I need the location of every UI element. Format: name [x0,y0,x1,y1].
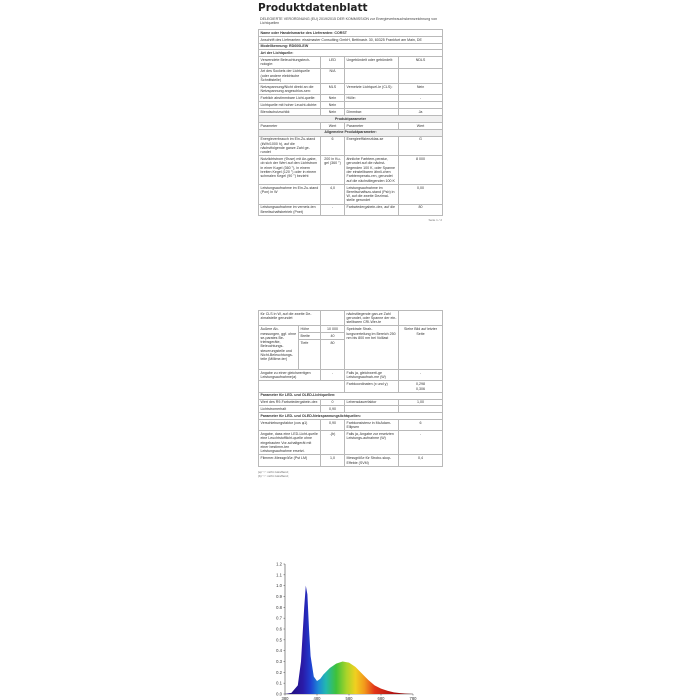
cell [259,381,345,392]
cell: 1,00 [399,399,443,406]
cell: - [321,204,345,215]
y-tick-label: 1.0 [276,583,282,589]
table-row [259,370,443,381]
cell: Nein [399,84,443,95]
spectrum-area [285,586,413,694]
regulation-text: DELEGIERTE VERORDNUNG (EU) 2019/2015 DER KOMMISSION zur Energieverbrauchskennzeichnung von Lichtquellen [260,17,438,26]
cell: 200 in Ku-gel (360 °) [321,156,345,184]
cell: Lichtstromerhalt [259,406,321,413]
footnotes [258,470,442,478]
column-header: Parameter [345,122,399,129]
cell: Flimmer-Messgröße (Pst LM) [259,455,321,466]
cell [399,381,443,392]
cell [345,406,399,413]
page-number: Seite 1 / 2 [428,217,442,222]
model-row: Modellkennung: RD600LEW [259,43,443,50]
table-row [259,311,443,326]
general-params-header: Allgemeine Produktparameter: [259,129,443,136]
table-row [259,57,443,68]
cell: - [399,95,443,102]
y-tick-label: 0.9 [276,594,282,599]
footnote-b: (b) "-": nicht zutreffend; [258,473,289,478]
cell: Farbkonsistenz in McAdam-Ellipsen [345,420,399,431]
cell: Art des Sockels der Lichtquelle (oder andere elektrische Schnittstelle) [259,68,321,83]
cell [345,102,399,109]
cell: Nein [321,109,345,116]
chroma-y: 0,306 [416,386,425,391]
cell: Nein [321,102,345,109]
table-header-row [259,122,443,129]
cell: 8 000 [399,156,443,184]
y-tick-label: 0.6 [276,626,282,632]
cell: Farbwiedergabein-dex, auf die [345,204,399,215]
cell: Lichtquelle mit hoher Leucht-dichte: [259,102,321,109]
table-row [259,204,443,215]
cell: Ungebündelt oder gebündelt: [345,57,399,68]
y-tick-label: 1.2 [276,561,282,567]
cell: N/A [321,68,345,83]
y-tick-label: 0.0 [276,691,282,697]
cell: Vernetzte Lichtquel-le (CLS): [345,84,399,95]
table-row [259,109,443,116]
cell: Leistungsaufnahme im Bereitschaftszu-stand (Psb) in W, auf die zweite Dezimal-stelle gerundet [345,184,399,204]
cell: - [399,431,443,455]
cell: NDLS [399,57,443,68]
table-row [259,431,443,455]
y-tick-label: 0.4 [276,648,282,654]
mains-params-header: Parameter für LED- und OLED-Netzspannungslichtquellen: [259,413,443,420]
cell: -(b) [321,431,345,455]
cell: Dimmbar: [345,109,399,116]
cell: Nein [321,95,345,102]
cell: 1,0 [321,455,345,466]
cell: 0,00 [399,184,443,204]
y-tick-label: 0.8 [276,604,282,610]
cell: Netzspannung/Nicht direkt an die Netzspannung angeschlos-sen: [259,84,321,95]
cell: - [399,370,443,381]
cell: Messgröße für Strobo-skop-Effekte (SVM) [345,455,399,466]
cell: 6 [399,420,443,431]
x-tick-label: 580 [345,696,353,700]
chroma-x: 0,298 [416,382,425,387]
cell: Spektrale Strah-lungsverteilung im Bereich 250 nm bis 800 nm bei Volllast [345,326,399,370]
table-row [259,156,443,184]
cell: 0 [321,399,345,406]
x-tick-label: 380 [281,696,289,700]
cell: Farbkoordinaten (x und y) [345,381,399,392]
table-row [259,136,443,156]
column-header: Wert [321,122,345,129]
table-row [259,455,443,466]
dimensions-label: Äußere Ab-messungen, ggf. ohne se-parates Be-triebsgeräte, Beleuchtungs-steuerungsteile und Nicht-Beleuchtungs-teile (Millime-ter) [259,326,299,370]
cell: 80 [321,340,345,370]
datasheet-page-1 [258,0,442,222]
cell: - [321,370,345,381]
product-params-header: Produktparameter [259,115,443,122]
x-tick-label: 480 [313,696,321,700]
cell: Wert des R9-Farbwiedergabein-dex [259,399,321,406]
y-tick-labels [276,562,282,697]
cell: 40 [321,333,345,340]
table-row [259,95,443,102]
cell: Angabe zu einer gleichwertigen Leistungsaufnahme(a) [259,370,321,381]
cell [345,68,399,83]
chart-plot-area [285,586,413,694]
cell: 10 000 [321,326,345,333]
cell: Nutzlichtstrom (Φuse) mit An-gabe, ob sich der Wert auf den Lichtstrom in einer Kugel (360 °), in einem breiten Kegel (120 °) oder in einem schmalen Kegel (90 °) bezieht [259,156,321,184]
lightsource-header: Art der Lichtquelle: [259,50,443,57]
footnote-a: (a) "-": nicht zutreffend; [258,469,289,474]
table-row [259,420,443,431]
cell: LED [321,57,345,68]
cell: Lebensdauerfaktor [345,399,399,406]
cell: Blendschutzschild: [259,109,321,116]
table-row [259,184,443,204]
y-tick-label: 0.1 [276,680,282,686]
table-row [259,381,443,392]
table-row [259,406,443,413]
cell: Energieeffizienzklas-se [345,136,399,156]
cell: Energieverbrauch im Ein-Zu-stand (kWh/1000 h), auf die nächstfolgende ganze Zahl ge-rundet [259,136,321,156]
cell: Höhe [299,326,321,333]
cell: Falls ja, Angabe zur ersetzten Leistungs-aufnahme (W) [345,431,399,455]
table-row [259,326,443,333]
address-row: Anschrift des Lieferanten: eissimaster Consulting GmbH, Bettinastr. 30, 60325 Frankfurt am Main, DE [259,36,443,43]
y-tick-label: 0.5 [276,637,282,643]
cell [321,311,345,326]
column-header: Parameter [259,122,321,129]
cell: G [399,136,443,156]
cell: Tiefe [299,340,321,370]
cell: 4,0 [321,184,345,204]
cell: nächstliegende gan-ze Zahl gerundet, oder Spanne der ein-stellbaren CRI-Wer-te [345,311,399,326]
led-params-header: Parameter für LED- und OLED-Lichtquellen: [259,392,443,399]
cell: 0,4 [399,455,443,466]
cell: Verwendete Beleuchtungstech-nologie: [259,57,321,68]
cell: Verschiebungsfaktor (cos φ1) [259,420,321,431]
x-tick-label: 780 [409,696,417,700]
cell: Falls ja, gleichwerti-ge Leistungsaufnah-me (W) [345,370,399,381]
cell: Breite [299,333,321,340]
cell [399,68,443,83]
cell: Leistungsaufnahme im Ein-Zu-stand (Pon) in W [259,184,321,204]
page-title: Produktdatenblatt [258,2,368,14]
cell: ähnliche Farbtem-peratur, gerundet auf die nächst-liegenden 100 K, oder Spanne der einstellbaren ähnli-chen Farbtemperatu-ren, gerundet auf die nächstliegenden 100 K [345,156,399,184]
table-row [259,399,443,406]
cell: 6 [321,136,345,156]
cell: Angabe, dass eine LED-Licht-quelle eine Leuchtstofflicht-quelle ohne eingebauten Vor-schaltgerät mit einer bestimm-ten Leistungsaufnahme ersetzt. [259,431,321,455]
cell [399,311,443,326]
cell: Leistungsaufnahme im vernetz-ten Bereitschaftsbetrieb (Pnet) [259,204,321,215]
cell: MLS [321,84,345,95]
cell: 0,90 [321,420,345,431]
cell: 80 [399,204,443,215]
y-tick-label: 1.1 [276,572,282,578]
y-tick-label: 0.2 [276,669,282,675]
cell: Hülle: [345,95,399,102]
column-header: Wert [399,122,443,129]
cell: Farblich abstimmbare Licht-quelle: [259,95,321,102]
datasheet-page-2 [258,310,442,478]
x-tick-labels [282,696,418,700]
y-tick-label: 0.7 [276,615,282,621]
cell: 0,90 [321,406,345,413]
cell [399,406,443,413]
cell: für CLS in W, auf die zweite De-zimalstelle gerundet [259,311,321,326]
table-row [259,68,443,83]
cell: Siehe Bild auf letzter Seite [399,326,443,370]
supplier-row: Name oder Handelsmarke des Lieferanten: CORST [259,29,443,36]
y-tick-label: 0.3 [276,659,282,664]
table-row [259,102,443,109]
table-row [259,84,443,95]
cell [399,102,443,109]
datasheet-table-2 [258,310,443,467]
spectral-distribution-chart [268,558,428,700]
cell: Ja [399,109,443,116]
datasheet-table [258,29,443,216]
x-tick-label: 680 [377,696,385,700]
